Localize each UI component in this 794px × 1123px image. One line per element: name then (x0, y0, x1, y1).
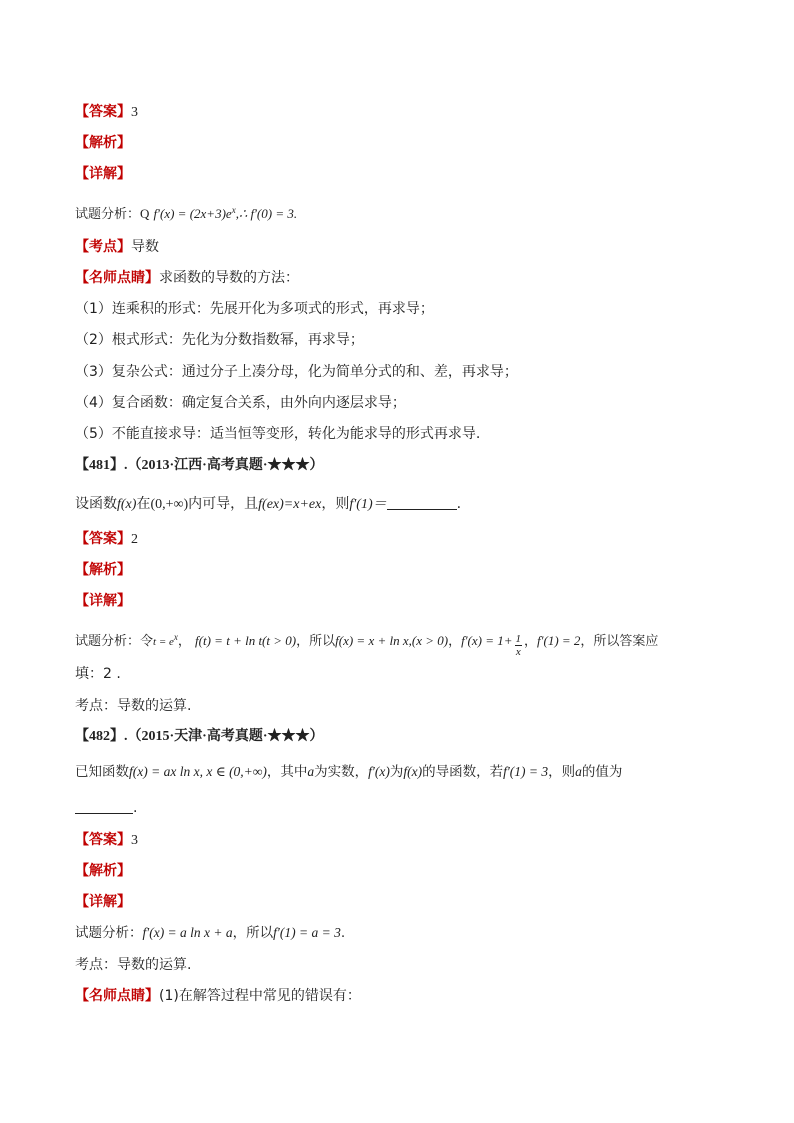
answer-tag: 【答案】 (75, 832, 131, 848)
detail-text: ， (448, 634, 462, 649)
stem-math: f′(1) = 3 (503, 764, 549, 779)
tips-item: （2）根式形式：先化为分数指数幂，再求导； (75, 332, 364, 348)
detail-line (75, 892, 131, 912)
detail-math: f′(1) = a = 3 (273, 925, 341, 940)
kaodian-line: 考点：导数的运算. (75, 698, 192, 714)
answer-value: 3 (131, 833, 138, 848)
tips-item: （5）不能直接求导：适当恒等变形，转化为能求导的形式再求导. (75, 426, 481, 442)
tips-text: (1)在解答过程中常见的错误有： (159, 988, 361, 1004)
stem-math: f(ex)=x+ex (258, 497, 322, 512)
tips-line (75, 986, 361, 1006)
detail-q: Q (140, 206, 150, 221)
stem-text: 设函数 (75, 496, 117, 512)
fraction-denominator: x (515, 646, 521, 658)
answer-value: 3 (131, 105, 138, 120)
stem-end: . (456, 496, 462, 512)
analysis-line (75, 560, 131, 580)
detail-prefix: 试题分析：令 (75, 634, 154, 649)
detail-math-sup: x (173, 632, 178, 642)
tips-item: （1）连乘积的形式：先展开化为多项式的形式，再求导； (75, 301, 434, 317)
analysis-line (75, 861, 131, 881)
detail-text: . (340, 925, 346, 941)
detail-math: f′(x) = 1+ (461, 633, 513, 648)
question-stem-481 (75, 494, 461, 515)
stem-math: f′(1)＝ (349, 497, 387, 512)
detail-tag: 【详解】 (75, 593, 131, 609)
detail-math: f(x) = x + ln x,(x > 0) (335, 633, 449, 648)
detail-content (75, 923, 345, 943)
kaodian-text: 导数 (131, 239, 159, 255)
stem-math: (0,+∞) (150, 497, 189, 512)
detail-tag: 【详解】 (75, 894, 131, 910)
stem-text: ，其中 (266, 764, 308, 780)
tips-text: 求函数的导数的方法： (159, 270, 299, 286)
fraction (515, 633, 523, 658)
stem-text: 已知函数 (75, 764, 129, 780)
stem-math: f(x) (403, 764, 423, 779)
detail-continued: 填：2 . (75, 666, 121, 682)
kaodian-tag: 【考点】 (75, 239, 131, 255)
detail-line (75, 591, 131, 611)
tips-item: （3）复杂公式：通过分子上凑分母，化为简单分式的和、差，再求导； (75, 364, 518, 380)
tips-tag: 【名师点睛】 (75, 270, 159, 286)
detail-content (75, 627, 658, 658)
detail-text: ，所以 (232, 925, 274, 941)
stem-text: 为 (389, 764, 404, 780)
detail-text: ，所以答案应 (580, 634, 659, 649)
fraction-numerator: 1 (515, 633, 522, 645)
analysis-tag: 【解析】 (75, 135, 131, 151)
stem-text: 在 (136, 496, 151, 512)
detail-text: ，所以 (296, 634, 336, 649)
stem-math: a (307, 764, 315, 779)
question-header-482: 【482】.（2015·天津·高考真题·★★★） (75, 729, 324, 744)
stem-math: a (575, 764, 582, 779)
answer-line (75, 830, 138, 851)
analysis-line (75, 133, 131, 153)
answer-value: 2 (131, 532, 138, 547)
detail-text: ， (524, 634, 538, 649)
stem-math: f(x) (117, 497, 137, 512)
kaodian-line (75, 237, 159, 257)
stem-math: f′(x) (368, 764, 390, 779)
detail-line (75, 164, 131, 184)
stem-text: 的值为 (581, 764, 623, 780)
stem-text: 的导函数，若 (422, 764, 504, 780)
stem-text: 内可导，且 (188, 496, 259, 512)
stem-text: 为实数， (314, 764, 369, 780)
tips-line (75, 268, 299, 288)
detail-math: f′(x) = a ln x + a (142, 925, 233, 940)
stem-text: ，则 (321, 496, 350, 512)
detail-prefix: 试题分析： (75, 925, 143, 941)
detail-math: f(t) = t + ln t(t > 0) (195, 633, 297, 648)
detail-formula-sup: x (231, 205, 236, 215)
detail-math: t = e (153, 636, 174, 648)
detail-tag: 【详解】 (75, 166, 131, 182)
tips-item: （4）复合函数：确定复合关系，由外向内逐层求导； (75, 395, 406, 411)
answer-line (75, 102, 138, 123)
question-header-481: 【481】.（2013·江西·高考真题·★★★） (75, 458, 324, 473)
analysis-tag: 【解析】 (75, 562, 131, 578)
stem-math: f(x) = ax ln x, x ∈ (0,+∞) (129, 764, 267, 779)
question-stem-482 (75, 762, 622, 782)
answer-blank-line (75, 798, 137, 818)
answer-blank (75, 799, 133, 814)
detail-formula-2: ,∴ f′(0) = 3. (235, 206, 298, 221)
detail-formula: f′(x) = (2x+3)e (153, 206, 232, 221)
tips-tag: 【名师点睛】 (75, 988, 159, 1004)
answer-tag: 【答案】 (75, 531, 131, 547)
kaodian-line: 考点：导数的运算. (75, 957, 192, 973)
analysis-tag: 【解析】 (75, 863, 131, 879)
detail-text: ， (177, 634, 191, 649)
stem-end: . (133, 800, 138, 816)
detail-content (75, 200, 297, 225)
answer-line (75, 529, 138, 550)
answer-tag: 【答案】 (75, 104, 131, 120)
stem-text: ，则 (548, 764, 576, 780)
detail-prefix: 试题分析： (75, 207, 141, 222)
detail-math: f′(1) = 2 (537, 633, 581, 648)
answer-blank (387, 495, 457, 510)
